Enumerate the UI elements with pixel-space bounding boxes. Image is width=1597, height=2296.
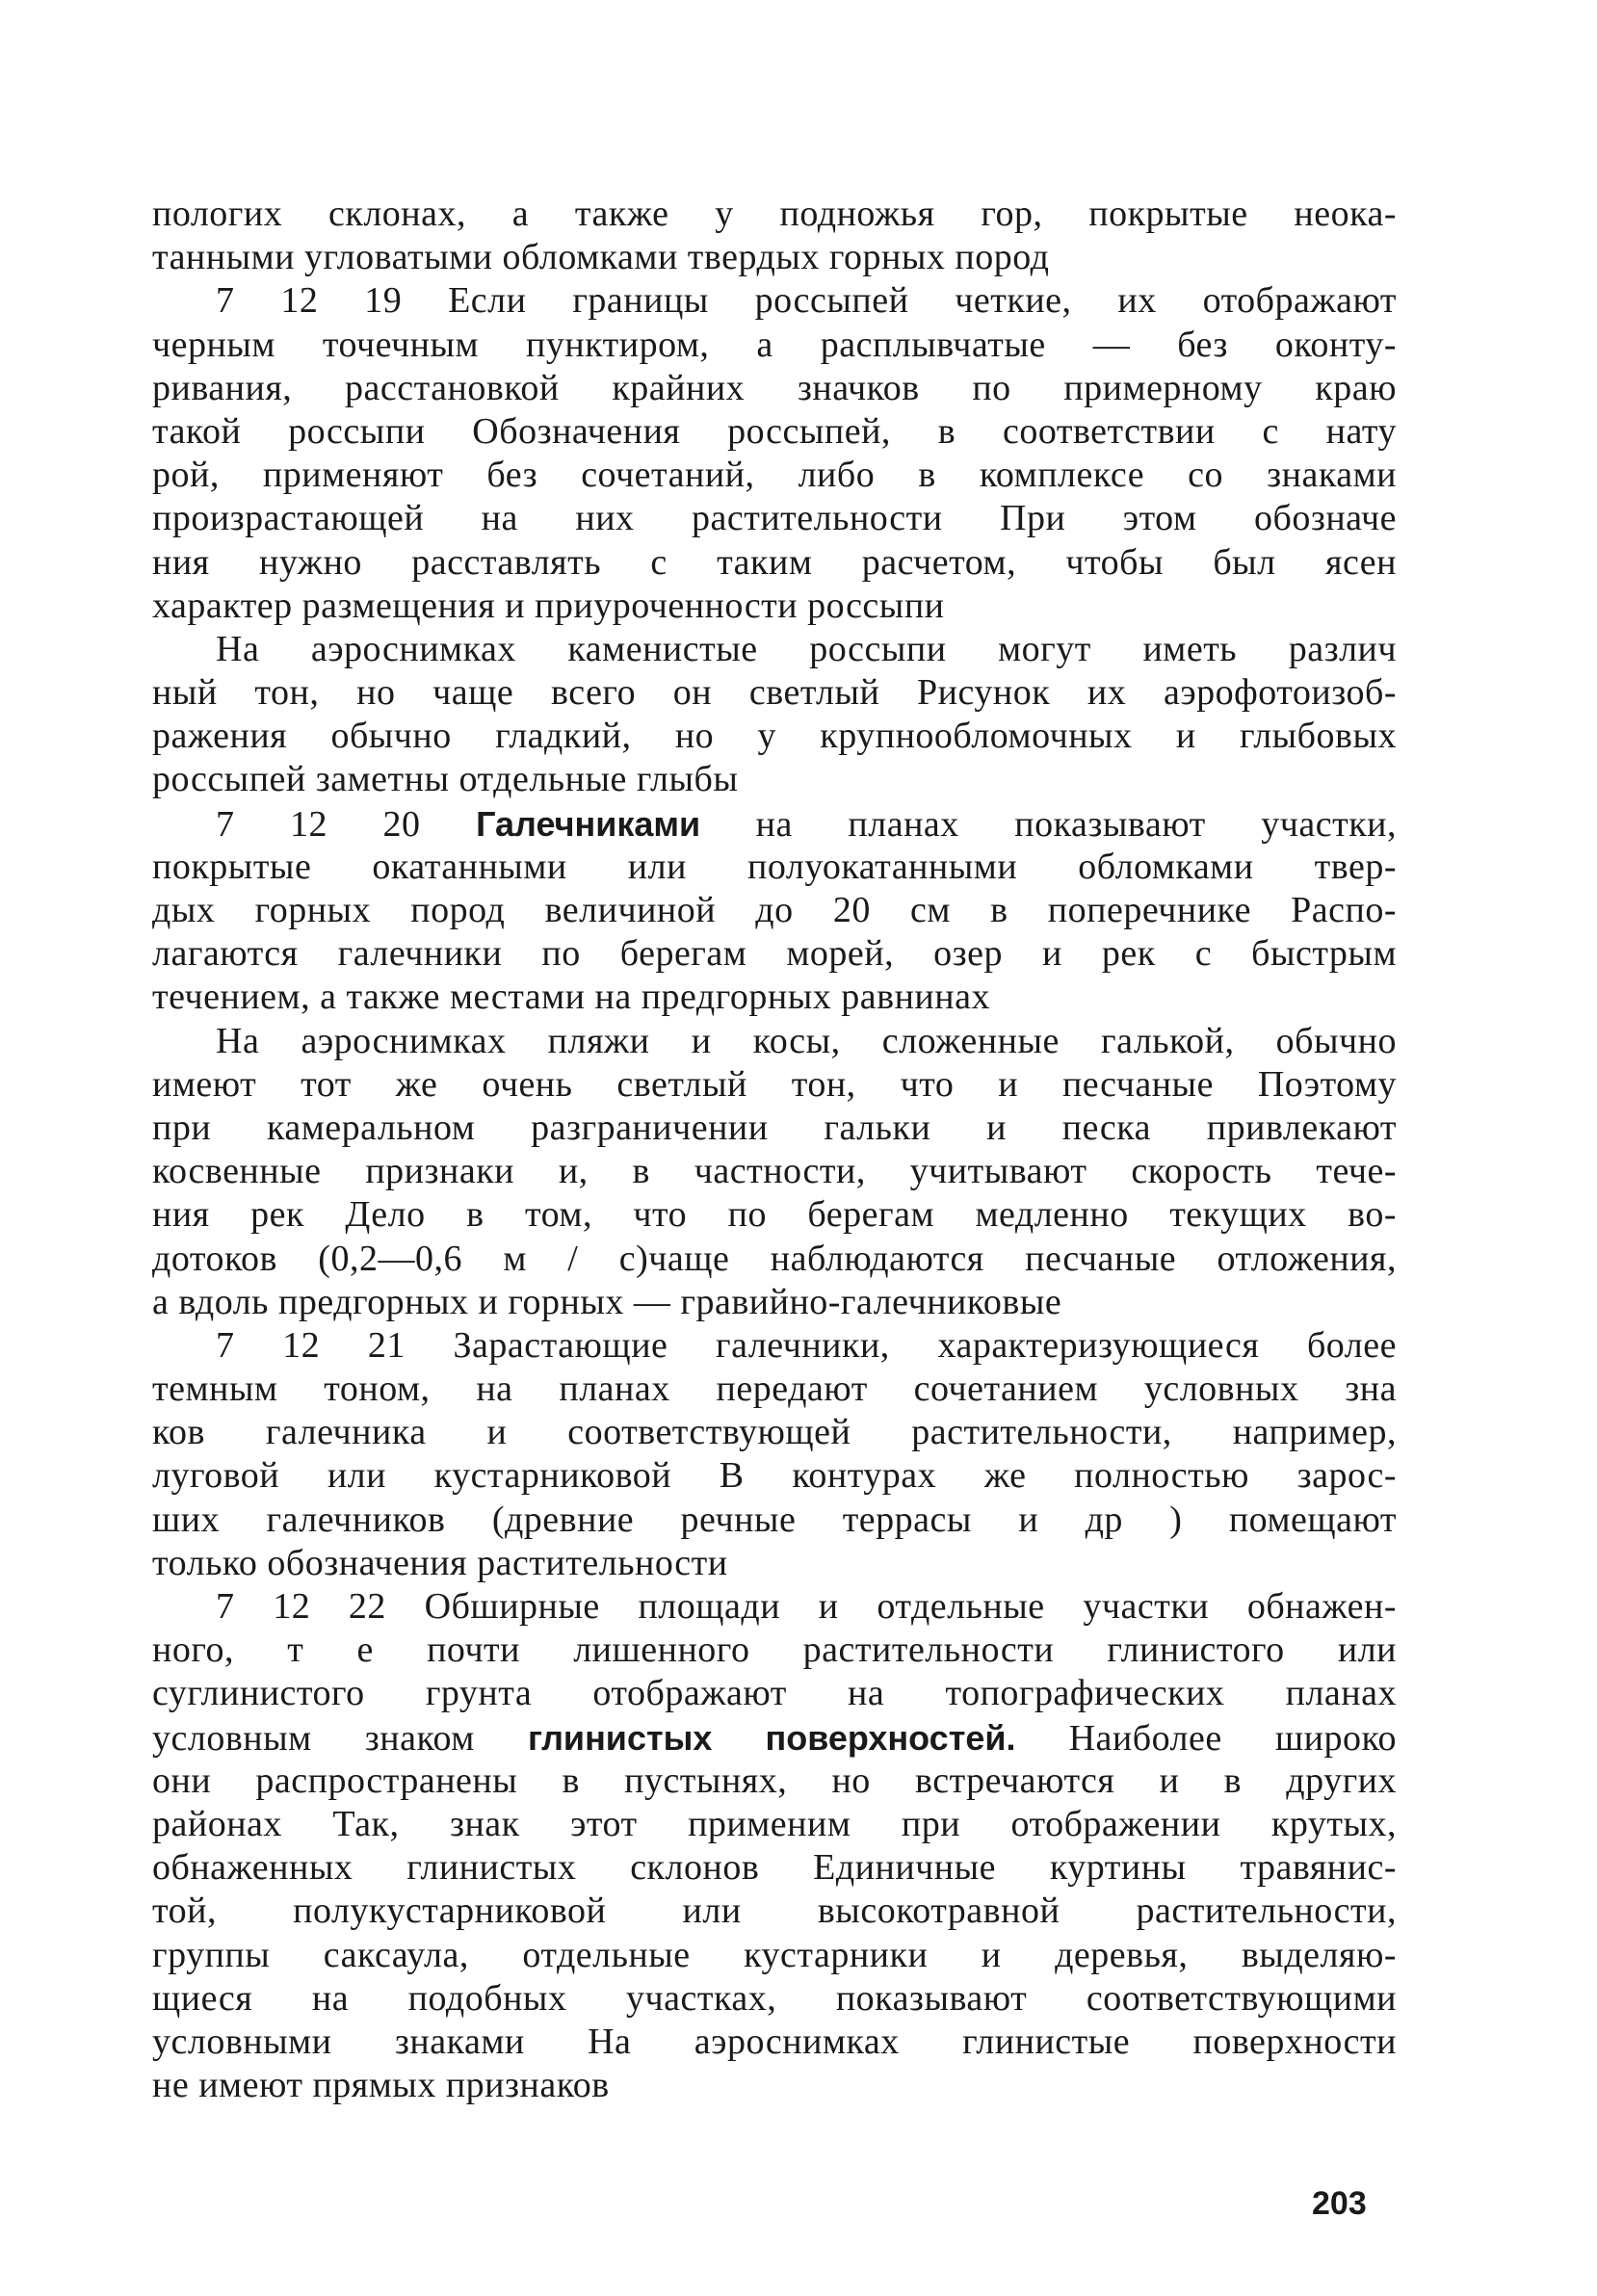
text-line: темным тоном, на планах передают сочетанием условных зна bbox=[152, 1369, 1397, 1410]
text-line: суглинистого грунта отображают на топографических планах bbox=[152, 1673, 1397, 1714]
text-line: На аэроснимках каменистые россыпи могут иметь различ bbox=[216, 628, 1397, 669]
text-line: пологих склонах, а также у подножья гор, покрытые неока- bbox=[152, 194, 1397, 234]
text-line bbox=[152, 802, 1397, 846]
text-line: дых горных пород величиной до 20 см в поперечнике Распо- bbox=[152, 890, 1397, 930]
text-fragment: на планах показывают участки, bbox=[700, 803, 1398, 845]
term-glinistye-poverkhnosti: глинистых поверхностей. bbox=[527, 1717, 1016, 1758]
text-line: а вдоль предгорных и горных — гравийно-галечниковые bbox=[152, 1281, 1062, 1322]
text-line: ный тон, но чаще всего он светлый Рисунок их аэрофотоизоб- bbox=[152, 672, 1397, 714]
text-fragment: Наиболее широко bbox=[1015, 1717, 1397, 1759]
text-line: такой россыпи Обозначения россыпей, в соответствии с нату bbox=[152, 410, 1397, 452]
text-line bbox=[152, 1716, 1397, 1760]
text-line: щиеся на подобных участках, показывают соответствующими bbox=[152, 1977, 1397, 2019]
text-line: ков галечника и соответствующей растительности, например, bbox=[152, 1412, 1397, 1453]
text-line: они распространены в пустынях, но встречаются и в других bbox=[152, 1760, 1397, 1801]
text-line: характер размещения и приуроченности россыпи bbox=[152, 585, 945, 626]
text-line: 7 12 19 Если границы россыпей четкие, их отображают bbox=[216, 280, 1397, 322]
text-line: ния рек Дело в том, что по берегам медленно текущих во- bbox=[152, 1194, 1397, 1236]
section-number: 7 12 20 bbox=[216, 803, 477, 845]
text-line: той, полукустарниковой или высокотравной растительности, bbox=[152, 1891, 1397, 1932]
text-line: 7 12 21 Зарастающие галечники, характеризующиеся более bbox=[216, 1324, 1397, 1366]
text-line: произрастающей на них растительности При этом обозначе bbox=[152, 498, 1397, 539]
text-line: рой, применяют без сочетаний, либо в комплексе со знаками bbox=[152, 455, 1397, 496]
page-number: 203 bbox=[1312, 2185, 1367, 2222]
text-line: при камеральном разграничении гальки и песка привлекают bbox=[152, 1107, 1397, 1148]
text-line: покрытые окатанными или полуокатанными обломками твер- bbox=[152, 846, 1397, 887]
text-line: ного, т е почти лишенного растительности глинистого или bbox=[152, 1630, 1397, 1671]
text-line: ражения обычно гладкий, но у крупнообломочных и глыбовых bbox=[152, 716, 1397, 757]
text-fragment: условным знаком bbox=[152, 1717, 528, 1759]
text-line: лагаются галечники по берегам морей, озер и рек с быстрым bbox=[152, 933, 1397, 975]
text-line: не имеют прямых признаков bbox=[152, 2065, 610, 2106]
text-line: условными знаками На аэроснимках глинистые поверхности bbox=[152, 2021, 1397, 2062]
text-line: ривания, расстановкой крайних значков по примерному краю bbox=[152, 367, 1397, 408]
text-line: только обозначения растительности bbox=[152, 1542, 728, 1583]
text-line: луговой или кустарниковой В контурах же полностью зарос- bbox=[152, 1455, 1397, 1497]
text-line: ния нужно расставлять с таким расчетом, чтобы был ясен bbox=[152, 541, 1397, 583]
text-line: танными угловатыми обломками твердых горных пород bbox=[152, 237, 1050, 278]
text-line: черным точечным пунктиром, а расплывчатые — без оконту- bbox=[152, 324, 1397, 365]
text-line: На аэроснимках пляжи и косы, сложенные галькой, обычно bbox=[216, 1020, 1397, 1061]
text-line: районах Так, знак этот применим при отображении крутых, bbox=[152, 1803, 1397, 1844]
text-line: россыпей заметны отдельные глыбы bbox=[152, 759, 739, 800]
text-line: дотоков (0,2—0,6 м / с)чаще наблюдаются песчаные отложения, bbox=[152, 1238, 1397, 1279]
text-line: группы саксаула, отдельные кустарники и деревья, выделяю- bbox=[152, 1934, 1397, 1975]
page-text bbox=[152, 193, 1397, 2107]
text-line: ших галечников (древние речные террасы и др ) помещают bbox=[152, 1499, 1397, 1540]
text-line: течением, а также местами на предгорных равнинах bbox=[152, 977, 990, 1018]
term-galechniki: Галечниками bbox=[476, 803, 701, 844]
text-line: косвенные признаки и, в частности, учитывают скорость тече- bbox=[152, 1151, 1397, 1192]
text-line: имеют тот же очень светлый тон, что и песчаные Поэтому bbox=[152, 1063, 1397, 1105]
text-line: обнаженных глинистых склонов Единичные куртины травянис- bbox=[152, 1847, 1397, 1889]
text-line: 7 12 22 Обширные площади и отдельные участки обнажен- bbox=[216, 1586, 1397, 1627]
